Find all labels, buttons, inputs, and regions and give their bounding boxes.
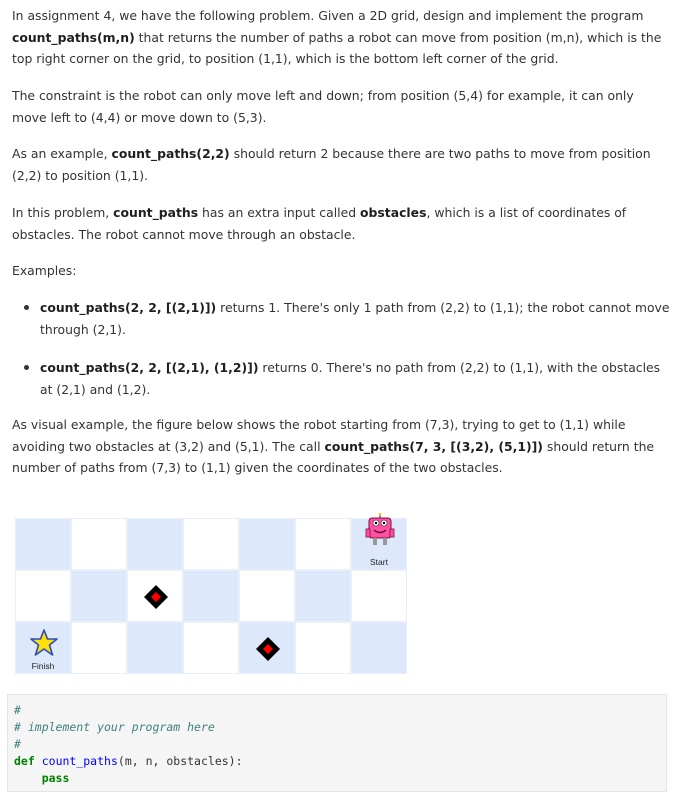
paragraph-example	[12, 143, 662, 186]
code-comment: # implement your program here	[14, 720, 215, 734]
code-keyword: def	[14, 754, 35, 768]
robot-grid-figure	[15, 518, 409, 675]
grid-cell	[183, 518, 239, 570]
text: , which is a list of coordinates of obstacles. The robot cannot move through an obstacle.	[12, 205, 627, 242]
list-item	[24, 357, 670, 400]
code-def-line	[14, 753, 666, 770]
code-block	[7, 694, 667, 792]
bullet-icon	[24, 305, 29, 310]
grid-cell	[351, 622, 407, 674]
paragraph-constraint: The constraint is the robot can only move left and down; from position (5,4) for example, it can only move left to (4,4) or move down to (5,3).	[12, 88, 634, 125]
grid-cell	[183, 622, 239, 674]
paragraph-visual-example	[12, 414, 662, 479]
text: In this problem,	[12, 205, 114, 220]
obstacle-diamond-icon	[256, 637, 280, 661]
grid-cell	[127, 622, 183, 674]
text: returns 0. There's no path from (2,2) to (1,1), with the obstacles at (2,1) and (1,2).	[40, 360, 661, 397]
code-keyword: pass	[41, 771, 70, 785]
function-name: count_paths	[113, 205, 199, 220]
code-signature: (m, n, obstacles):	[117, 754, 243, 768]
text: In assignment 4, we have the following problem. Given a 2D grid, design and implement the program	[12, 8, 644, 23]
param-name: obstacles	[360, 205, 427, 220]
bullet-icon	[24, 365, 29, 370]
grid-cell	[295, 518, 351, 570]
grid-cell	[351, 518, 407, 570]
text: should return the number of paths from (7,3) to (1,1) given the coordinates of the two obstacles.	[12, 438, 655, 475]
function-call: count_paths(7, 3, [(3,2), (5,1)])	[324, 438, 543, 454]
text: As an example,	[12, 146, 112, 161]
grid-cell	[295, 622, 351, 674]
code-comment: #	[14, 737, 21, 751]
grid-cell	[71, 622, 127, 674]
grid-cell	[15, 622, 71, 674]
text: should return 2 because there are two paths to move from position (2,2) to position (1,1).	[12, 146, 651, 183]
grid-cell	[239, 622, 295, 674]
grid-cell	[71, 518, 127, 570]
paragraph-examples-heading: Examples:	[12, 263, 77, 278]
finish-label: Finish	[31, 661, 55, 671]
paragraph-intro	[12, 5, 662, 70]
text: returns 1. There's only 1 path from (2,2) to (1,1); the robot cannot move through (2,1).	[40, 300, 670, 337]
grid-cell	[295, 570, 351, 622]
grid-cell	[351, 570, 407, 622]
function-call: count_paths(2,2)	[111, 146, 230, 161]
grid-cell	[127, 518, 183, 570]
function-call: count_paths(2, 2, [(2,1)])	[40, 300, 217, 315]
paragraph-obstacles	[12, 202, 662, 245]
grid-cell	[239, 570, 295, 622]
obstacle-diamond-icon	[144, 585, 168, 609]
grid-cell	[15, 518, 71, 570]
function-call: count_paths(2, 2, [(2,1), (1,2)])	[40, 360, 259, 375]
list-item	[24, 297, 670, 340]
grid-cell	[71, 570, 127, 622]
text: has an extra input called	[198, 205, 361, 220]
text: As visual example, the figure below shows the robot starting from (7,3), trying to get to (1,1) while avoiding two obstacles at (3,2) and (5,1). The call	[12, 417, 626, 454]
text: that returns the number of paths a robot can move from position (m,n), which is the top right corner on the grid, to position (1,1), which is the bottom left corner of the grid.	[12, 29, 662, 66]
grid-cell	[127, 570, 183, 622]
robot-icon	[362, 513, 398, 547]
start-label: Start	[370, 557, 388, 567]
grid-cell	[239, 518, 295, 570]
star-icon	[29, 629, 59, 657]
code-body-line	[14, 770, 666, 787]
grid-cell	[183, 570, 239, 622]
code-comment: #	[14, 703, 21, 717]
function-signature: count_paths(m,n)	[12, 29, 135, 45]
grid-cell	[15, 570, 71, 622]
code-function-name: count_paths	[41, 754, 118, 768]
